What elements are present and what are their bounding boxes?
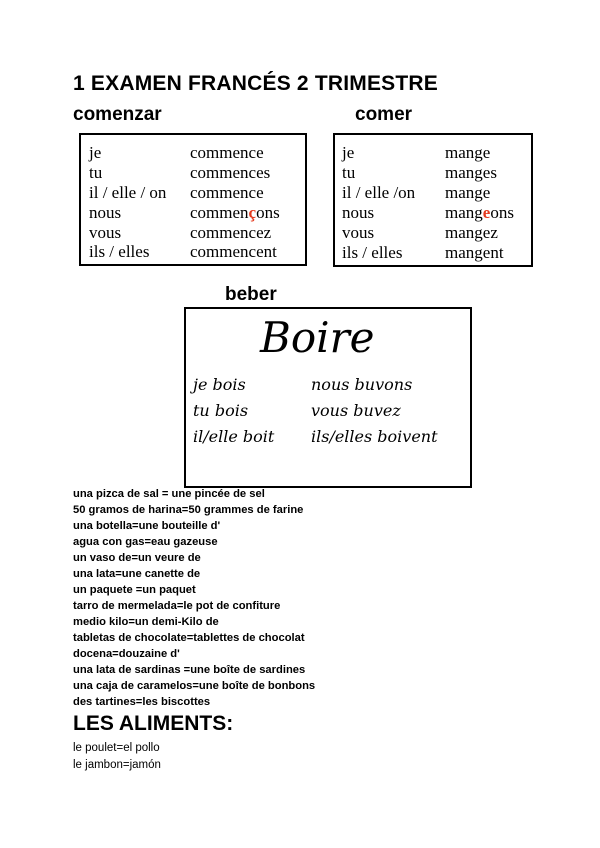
verb-form: commencez: [190, 223, 272, 242]
list-item: una lata=une canette de: [73, 568, 201, 580]
verb-form: mangent: [445, 243, 504, 262]
list-item: una pizca de sal = une pincée de sel: [73, 488, 265, 500]
pronoun: il / elle /on: [342, 183, 416, 202]
pronoun: tu: [342, 163, 356, 182]
boire-title: Boire: [260, 313, 375, 362]
list-item: agua con gas=eau gazeuse: [73, 536, 218, 548]
comer-heading: comer: [355, 104, 413, 125]
list-item: des tartines=les biscottes: [73, 696, 211, 708]
pronoun: ils / elles: [342, 243, 403, 262]
comenzar-heading: comenzar: [73, 104, 162, 125]
list-item: un paquete =un paquet: [73, 584, 196, 596]
boire-form: nous buvons: [311, 375, 413, 394]
verb-form: manges: [445, 163, 497, 182]
list-item: tabletas de chocolate=tablettes de chocolat: [73, 632, 305, 644]
comer-conjugation-table: [333, 133, 533, 267]
pronoun: tu: [89, 163, 103, 182]
pronoun: il / elle / on: [89, 183, 167, 202]
list-item: una botella=une bouteille d': [73, 520, 221, 532]
aliments-heading: LES ALIMENTS:: [73, 712, 234, 735]
pronoun: nous: [342, 203, 375, 222]
list-item: le poulet=el pollo: [73, 742, 160, 754]
aliments-list: [73, 740, 161, 774]
verb-form: mange: [445, 143, 491, 162]
list-item: docena=douzaine d': [73, 648, 180, 660]
page-title: 1 EXAMEN FRANCÉS 2 TRIMESTRE: [73, 72, 438, 95]
verb-form: commence: [190, 183, 264, 202]
list-item: medio kilo=un demi-Kilo de: [73, 616, 219, 628]
verb-form: mangeons: [445, 203, 514, 222]
boire-form: il/elle boit: [193, 427, 275, 446]
verb-form: commences: [190, 163, 271, 182]
boire-form: vous buvez: [311, 401, 401, 420]
verb-form: commençons: [190, 203, 280, 222]
list-item: 50 gramos de harina=50 grammes de farine: [73, 504, 304, 516]
list-item: tarro de mermelada=le pot de confiture: [73, 600, 281, 612]
list-item: una caja de caramelos=une boîte de bonbons: [73, 680, 316, 692]
pronoun: ils / elles: [89, 242, 150, 261]
verb-form: commencent: [190, 242, 277, 261]
verb-form: mangez: [445, 223, 498, 242]
comenzar-conjugation-table: [79, 133, 307, 266]
boire-conjugation-box: [184, 307, 472, 488]
beber-heading: beber: [225, 284, 277, 305]
list-item: una lata de sardinas =une boîte de sardines: [73, 664, 306, 676]
boire-form: je bois: [193, 375, 246, 394]
boire-form: tu bois: [193, 401, 249, 420]
pronoun: vous: [342, 223, 375, 242]
verb-form: mange: [445, 183, 491, 202]
verb-form: commence: [190, 143, 264, 162]
boire-form: ils/elles boivent: [311, 427, 438, 446]
pronoun: vous: [89, 223, 122, 242]
pronoun: je: [342, 143, 355, 162]
list-item: le jambon=jamón: [73, 759, 161, 771]
pronoun: je: [89, 143, 102, 162]
list-item: un vaso de=un veure de: [73, 552, 201, 564]
pronoun: nous: [89, 203, 122, 222]
vocabulary-list: [73, 486, 315, 710]
